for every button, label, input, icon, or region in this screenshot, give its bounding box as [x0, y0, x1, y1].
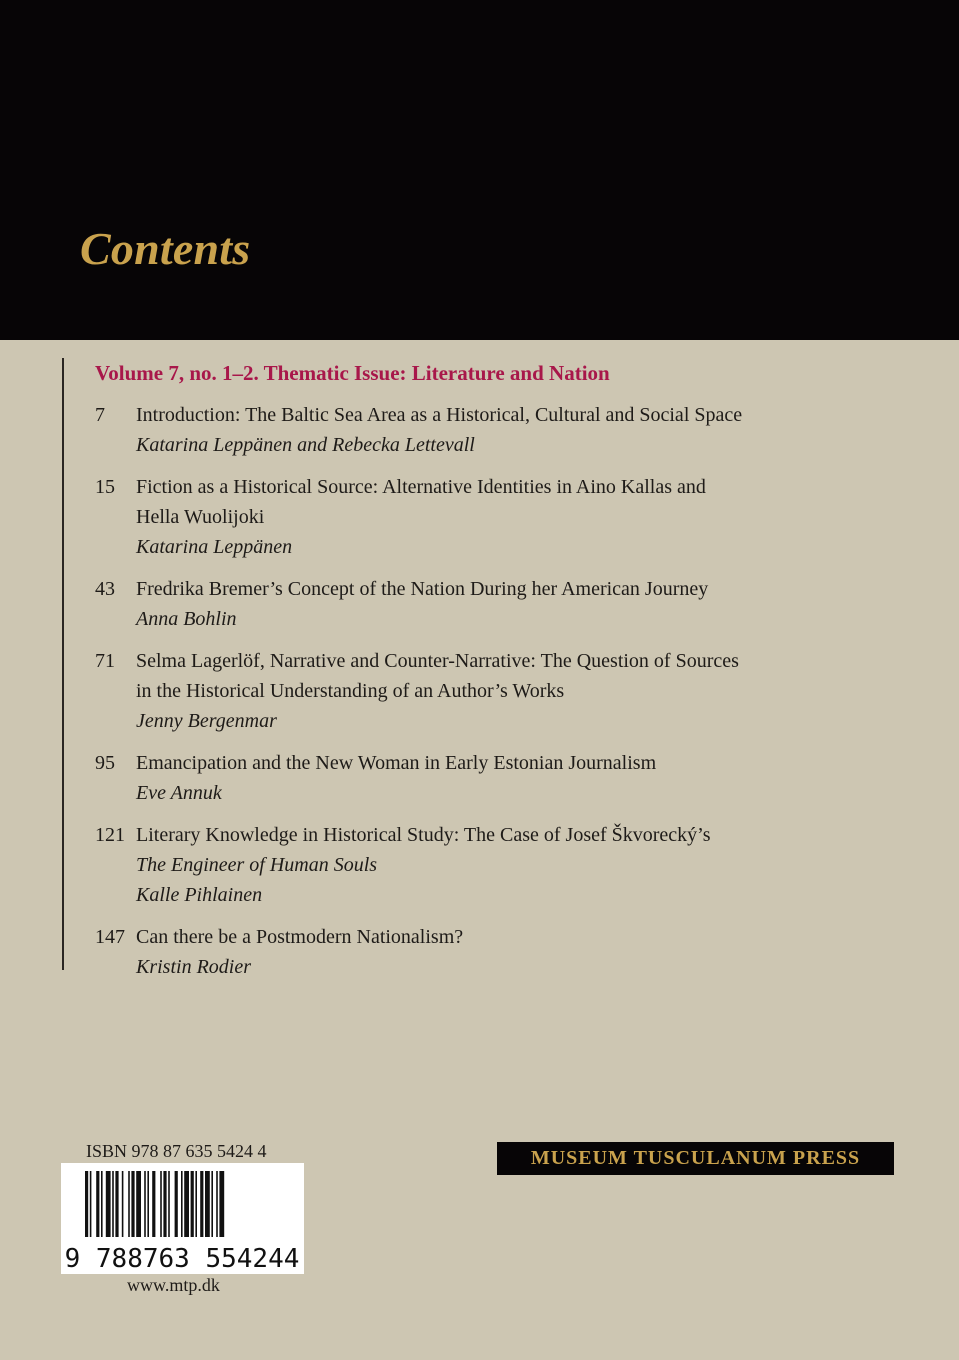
toc-title-line: Introduction: The Baltic Sea Area as a Historical, Cultural and Social Space [136, 404, 743, 426]
barcode-bar [128, 1171, 130, 1237]
toc-page-number: 147 [95, 926, 125, 948]
barcode-digits: 9 788763 554244 [64, 1244, 300, 1274]
vertical-rule [62, 358, 64, 970]
toc-author: Kalle Pihlainen [136, 884, 263, 906]
header-band [0, 0, 959, 340]
barcode-bar [85, 1171, 88, 1237]
barcode-bar [136, 1171, 141, 1237]
toc-title-line: Selma Lagerlöf, Narrative and Counter-Narrative: The Question of Sources [136, 650, 739, 672]
barcode-graphic [61, 1163, 304, 1274]
toc-entry [95, 400, 875, 460]
toc-author: Kristin Rodier [136, 956, 252, 978]
toc-page-number: 121 [95, 824, 125, 846]
toc-entry [95, 820, 875, 910]
toc-title-line: Literary Knowledge in Historical Study: The Case of Josef Škvorecký’s [136, 824, 711, 846]
barcode-bar [211, 1171, 213, 1237]
issue-heading: Volume 7, no. 1–2. Thematic Issue: Literature and Nation [95, 361, 610, 385]
barcode-bar [175, 1171, 178, 1237]
publisher-badge: MUSEUM TUSCULANUM PRESS [497, 1142, 894, 1175]
toc-entry [95, 574, 875, 634]
barcode-bar [184, 1171, 189, 1237]
toc-page-number: 15 [95, 476, 115, 498]
barcode-bar [106, 1171, 111, 1237]
barcode-bar [219, 1171, 224, 1237]
toc-entry [95, 922, 875, 982]
toc-author: Eve Annuk [136, 782, 222, 804]
toc-page-number: 43 [95, 578, 115, 600]
toc-title-line: Can there be a Postmodern Nationalism? [136, 926, 464, 948]
toc-title-line: in the Historical Understanding of an Author’s Works [136, 680, 565, 702]
barcode-bar [163, 1171, 166, 1237]
barcode-bar [147, 1171, 149, 1237]
toc-author: Katarina Leppänen and Rebecka Lettevall [136, 434, 475, 456]
toc-page-number: 7 [95, 404, 105, 426]
toc-title-line: Hella Wuolijoki [136, 506, 265, 528]
page-title: Contents [80, 223, 251, 274]
toc-title-line: Fiction as a Historical Source: Alternative Identities in Aino Kallas and [136, 476, 706, 498]
toc-title-line: Emancipation and the New Woman in Early Estonian Journalism [136, 752, 657, 774]
table-of-contents [95, 400, 875, 994]
toc-author: Katarina Leppänen [136, 536, 293, 558]
barcode-bar [191, 1171, 194, 1237]
barcode-bar [181, 1171, 183, 1237]
barcode-bar [144, 1171, 146, 1237]
barcode-bar [200, 1171, 203, 1237]
barcode-bar [131, 1171, 134, 1237]
toc-title-line: Fredrika Bremer’s Concept of the Nation During her American Journey [136, 578, 709, 600]
toc-entry [95, 748, 875, 808]
toc-page-number: 95 [95, 752, 115, 774]
toc-author: Anna Bohlin [136, 608, 237, 630]
barcode-bar [195, 1171, 197, 1237]
toc-title-italic: The Engineer of Human Souls [136, 854, 378, 876]
toc-entry [95, 472, 875, 562]
toc-author: Jenny Bergenmar [136, 710, 277, 732]
toc-entry [95, 646, 875, 736]
barcode-bar [90, 1171, 92, 1237]
barcode-bar [96, 1171, 99, 1237]
barcode-bar [152, 1171, 155, 1237]
barcode-bar [101, 1171, 103, 1237]
toc-page-number: 71 [95, 650, 115, 672]
website-url[interactable]: www.mtp.dk [127, 1275, 220, 1295]
barcode-bar [160, 1171, 162, 1237]
barcode-bar [216, 1171, 218, 1237]
barcode-bar [115, 1171, 118, 1237]
barcode-bar [168, 1171, 170, 1237]
barcode-bar [205, 1171, 210, 1237]
barcode [61, 1163, 304, 1274]
isbn-label: ISBN 978 87 635 5424 4 [86, 1141, 267, 1161]
barcode-bar [112, 1171, 114, 1237]
barcode-bar [122, 1171, 124, 1237]
